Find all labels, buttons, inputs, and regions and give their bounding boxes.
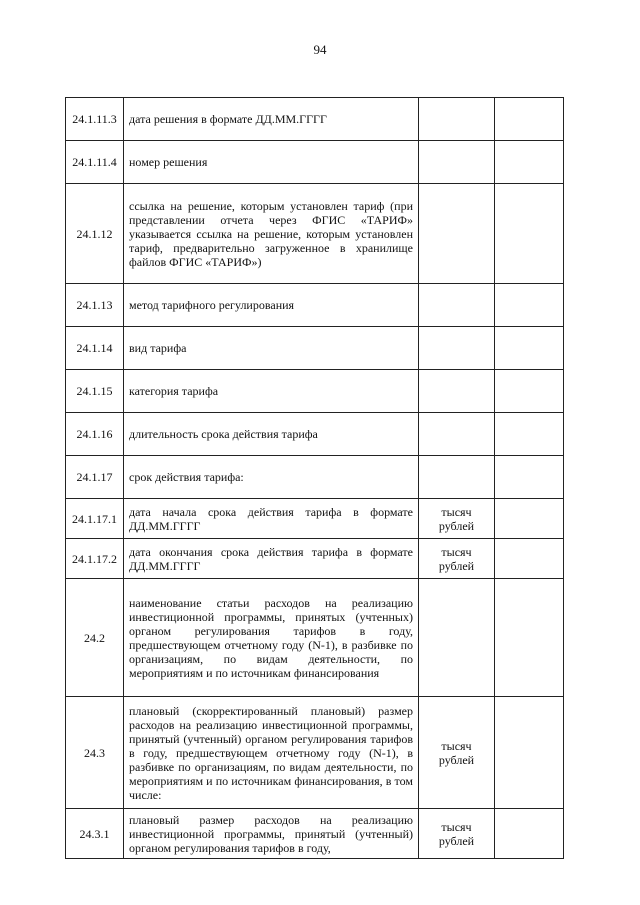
row-code-cell: 24.1.11.3 <box>66 98 124 141</box>
row-code-cell: 24.1.17.1 <box>66 499 124 539</box>
row-code-cell: 24.3.1 <box>66 809 124 859</box>
row-code-cell: 24.1.13 <box>66 284 124 327</box>
row-value-cell <box>495 456 564 499</box>
row-unit-cell: тысяч рублей <box>419 499 495 539</box>
table-row <box>66 539 564 579</box>
row-unit-cell <box>419 327 495 370</box>
row-code-cell: 24.1.15 <box>66 370 124 413</box>
table-row <box>66 413 564 456</box>
row-value-cell <box>495 579 564 697</box>
row-code-cell: 24.3 <box>66 697 124 809</box>
row-description-cell: плановый размер расходов на реализацию инвестиционной программы, принятый (учтенный) органом регулирования тарифов в году, <box>124 809 419 859</box>
page-number: 94 <box>313 42 327 57</box>
table-row <box>66 370 564 413</box>
row-code-cell: 24.1.14 <box>66 327 124 370</box>
table-row <box>66 809 564 859</box>
row-unit-cell <box>419 98 495 141</box>
row-code-cell: 24.1.16 <box>66 413 124 456</box>
row-value-cell <box>495 697 564 809</box>
table-row <box>66 579 564 697</box>
row-description-cell: вид тарифа <box>124 327 419 370</box>
row-unit-cell <box>419 184 495 284</box>
row-value-cell <box>495 98 564 141</box>
row-unit-cell <box>419 284 495 327</box>
row-value-cell <box>495 327 564 370</box>
row-value-cell <box>495 413 564 456</box>
table-row <box>66 284 564 327</box>
table-row <box>66 697 564 809</box>
row-code-cell: 24.1.17.2 <box>66 539 124 579</box>
row-code-cell: 24.1.12 <box>66 184 124 284</box>
row-code-cell: 24.1.17 <box>66 456 124 499</box>
row-unit-cell: тысяч рублей <box>419 809 495 859</box>
row-description-cell: плановый (скорректированный плановый) размер расходов на реализацию инвестиционной программы, принятый (учтенный) органом регулирования тарифов в году, предшествующем отчетному году (N-1), в разбивке по организациям, по видам деятельности, по мероприятиям и по источникам финансирования, в том числе: <box>124 697 419 809</box>
row-description-cell: наименование статьи расходов на реализацию инвестиционной программы, принятых (учтенных) органом регулирования тарифов в году, предшествующем отчетному году (N-1), в разбивке по организациям, по видам деятельности, по мероприятиям и по источникам финансирования <box>124 579 419 697</box>
table-row <box>66 184 564 284</box>
report-table-body <box>66 98 564 859</box>
row-value-cell <box>495 141 564 184</box>
table-row <box>66 141 564 184</box>
row-unit-cell <box>419 370 495 413</box>
table-row <box>66 327 564 370</box>
row-code-cell: 24.1.11.4 <box>66 141 124 184</box>
row-unit-cell: тысяч рублей <box>419 697 495 809</box>
row-description-cell: метод тарифного регулирования <box>124 284 419 327</box>
row-code-cell: 24.2 <box>66 579 124 697</box>
row-description-cell: дата начала срока действия тарифа в формате ДД.ММ.ГГГГ <box>124 499 419 539</box>
table-row <box>66 456 564 499</box>
table-row <box>66 499 564 539</box>
row-unit-cell <box>419 579 495 697</box>
row-description-cell: срок действия тарифа: <box>124 456 419 499</box>
row-value-cell <box>495 184 564 284</box>
row-value-cell <box>495 539 564 579</box>
row-description-cell: категория тарифа <box>124 370 419 413</box>
row-description-cell: дата решения в формате ДД.ММ.ГГГГ <box>124 98 419 141</box>
row-unit-cell <box>419 141 495 184</box>
row-value-cell <box>495 809 564 859</box>
row-value-cell <box>495 284 564 327</box>
row-unit-cell <box>419 456 495 499</box>
row-description-cell: дата окончания срока действия тарифа в формате ДД.ММ.ГГГГ <box>124 539 419 579</box>
row-value-cell <box>495 499 564 539</box>
row-description-cell: длительность срока действия тарифа <box>124 413 419 456</box>
table-row <box>66 98 564 141</box>
report-table <box>65 97 564 859</box>
row-unit-cell <box>419 413 495 456</box>
row-unit-cell: тысяч рублей <box>419 539 495 579</box>
row-description-cell: ссылка на решение, которым установлен тариф (при представлении отчета через ФГИС «ТАРИФ» указывается ссылка на решение, которым установлен тариф, предварительно загруженное в хранилище файлов ФГИС «ТАРИФ») <box>124 184 419 284</box>
row-value-cell <box>495 370 564 413</box>
row-description-cell: номер решения <box>124 141 419 184</box>
